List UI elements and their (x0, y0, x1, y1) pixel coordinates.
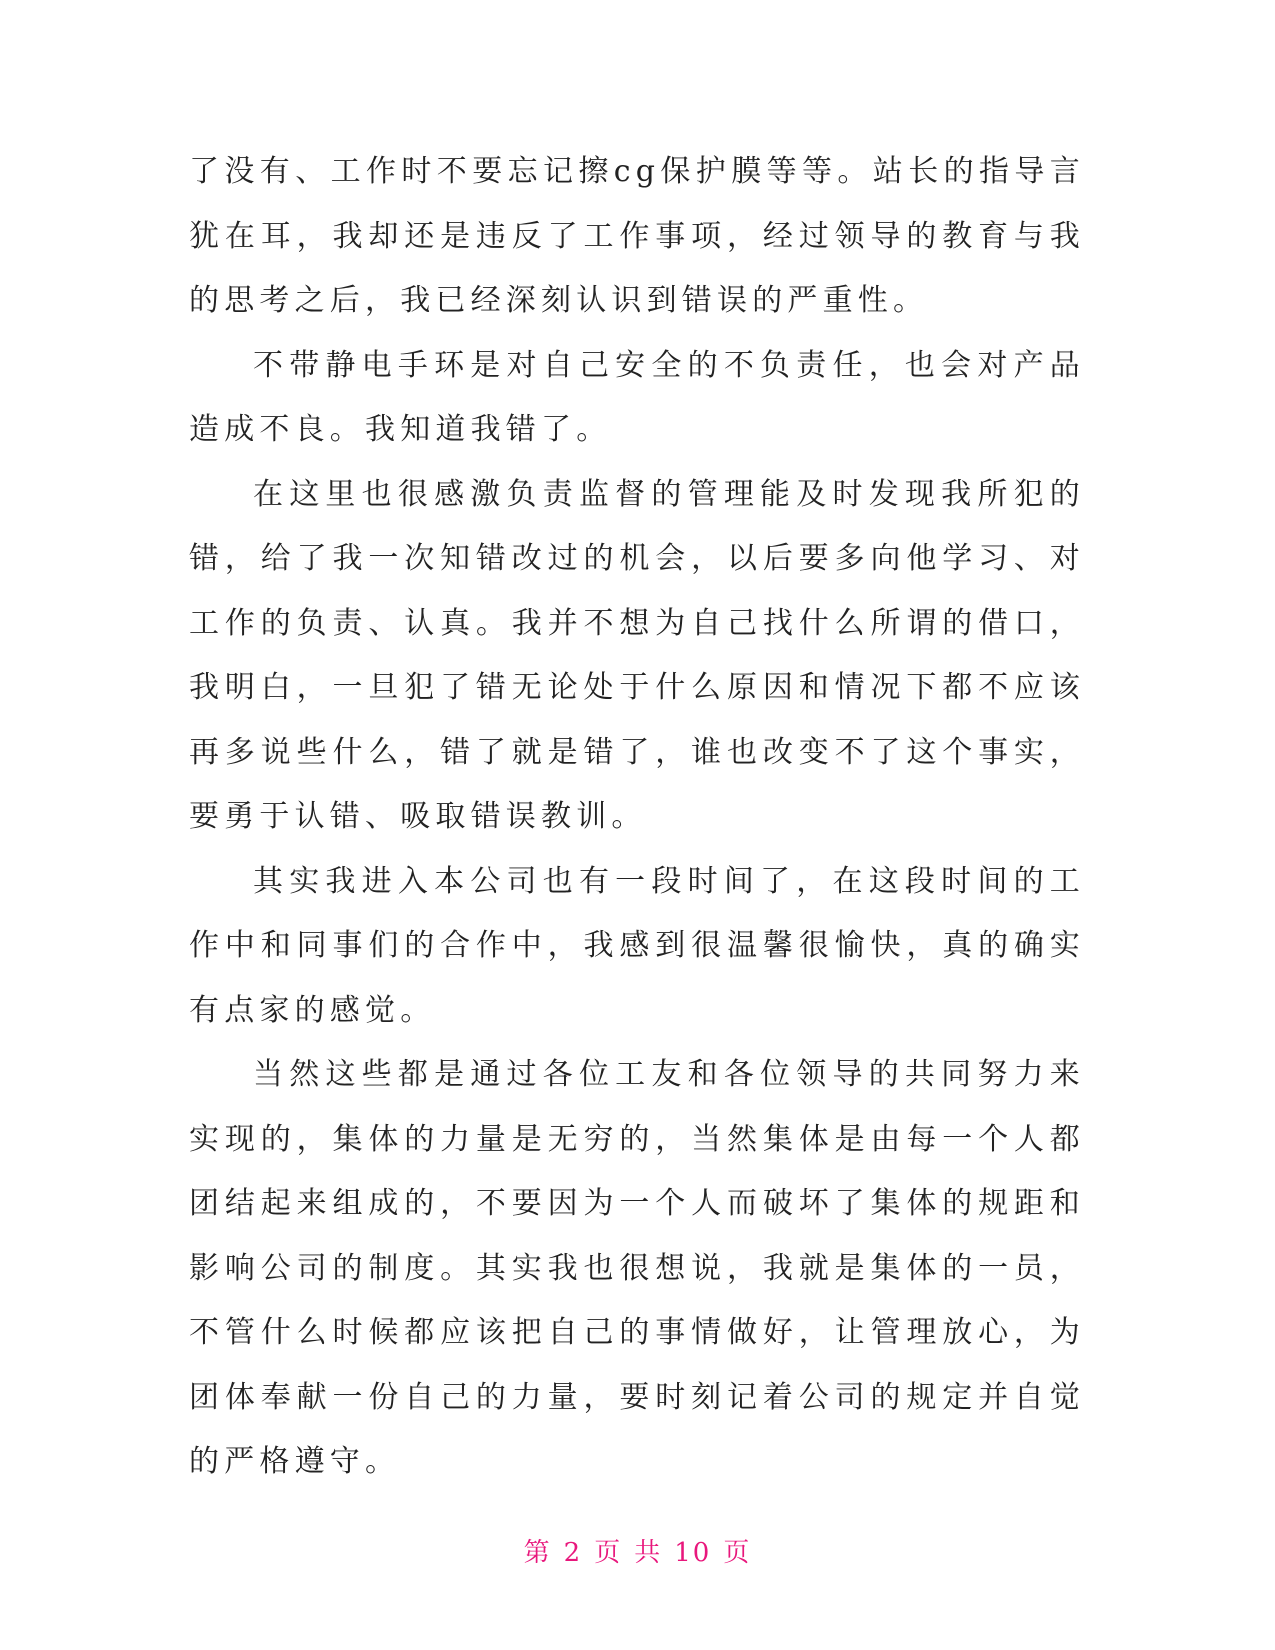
footer-total-pages: 10 (674, 1538, 712, 1568)
footer-total-word: 共 (634, 1538, 663, 1568)
document-body (189, 140, 1085, 1495)
page-footer (0, 1532, 1275, 1569)
paragraph-gratitude: 在这里也很感激负责监督的管理能及时发现我所犯的错，给了我一次知错改过的机会，以后要多向他学习、对工作的负责、认真。我并不想为自己找什么所谓的借口，我明白，一旦犯了错无论处于什么原因和情况下都不应该再多说些什么，错了就是错了，谁也改变不了这个事实，要勇于认错、吸取错误教训。 (189, 476, 1085, 834)
paragraph-continuation: 了没有、工作时不要忘记擦cg保护膜等等。站长的指导言犹在耳，我却还是违反了工作事项，经过领导的教育与我的思考之后，我已经深刻认识到错误的严重性。 (189, 154, 1085, 318)
paragraph-company-time: 其实我进入本公司也有一段时间了，在这段时间的工作中和同事们的合作中，我感到很温馨很愉快，真的确实有点家的感觉。 (189, 863, 1085, 1028)
paragraph-wristband: 不带静电手环是对自己安全的不负责任，也会对产品造成不良。我知道我错了。 (189, 347, 1085, 447)
paragraph-collective: 当然这些都是通过各位工友和各位领导的共同努力来实现的，集体的力量是无穷的，当然集体是由每一个人都团结起来组成的，不要因为一个人而破坏了集体的规距和影响公司的制度。其实我也很想说，我就是集体的一员，不管什么时候都应该把自己的事情做好，让管理放心，为团体奉献一份自己的力量，要时刻记着公司的规定并自觉的严格遵守。 (189, 1057, 1085, 1479)
footer-page-word: 页 (594, 1538, 623, 1568)
footer-current-page: 2 (563, 1538, 583, 1568)
footer-prefix: 第 (523, 1538, 552, 1568)
footer-suffix: 页 (723, 1538, 752, 1568)
